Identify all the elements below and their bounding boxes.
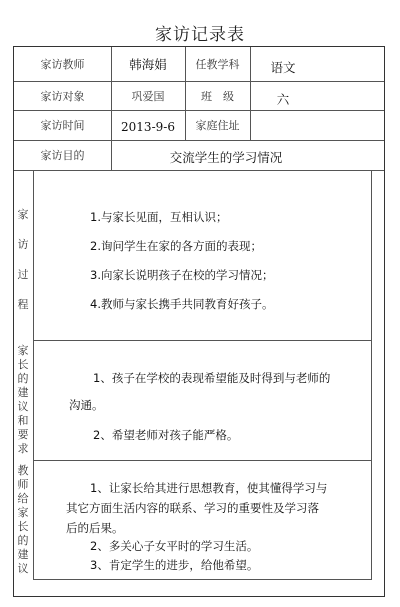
subject-value: 语文 — [270, 60, 296, 75]
parent-label-char: 的 — [17, 372, 29, 385]
teacher-suggestion-line: 3、肯定学生的进步，给他希望。 — [90, 558, 259, 572]
class-label: 班 级 — [201, 89, 234, 103]
teacher-label: 家访教师 — [40, 58, 85, 71]
section-divider — [33, 460, 372, 461]
process-label-char: 访 — [17, 238, 29, 251]
parent-suggestions-label — [13, 344, 33, 456]
subject-label: 任教学科 — [195, 58, 240, 71]
address-label: 家庭住址 — [195, 119, 240, 132]
process-item: 2.询问学生在家的各方面的表现； — [90, 239, 262, 253]
parent-label-char: 家 — [17, 344, 29, 357]
section-divider — [33, 340, 372, 341]
teacher-label-char: 议 — [17, 562, 29, 575]
teacher-suggestions-label — [13, 464, 33, 576]
class-value: 六 — [276, 92, 290, 107]
teacher-suggestion-line: 1、让家长给其进行思想教育，使其懂得学习与 — [90, 481, 328, 495]
process-label-char: 过 — [17, 268, 29, 281]
teacher-label-char: 长 — [17, 520, 29, 533]
parent-suggestion-line: 2、希望老师对孩子能严格。 — [93, 428, 239, 442]
purpose-label: 家访目的 — [40, 149, 85, 162]
parent-label-char: 求 — [17, 442, 29, 455]
process-label-char: 程 — [17, 298, 29, 311]
time-label: 家访时间 — [40, 119, 85, 132]
parent-label-char: 要 — [17, 428, 29, 441]
teacher-label-char: 家 — [17, 506, 29, 519]
parent-label-char: 和 — [17, 414, 29, 427]
purpose-value: 交流学生的学习情况 — [169, 150, 283, 165]
teacher-suggestion-line: 2、多关心子女平时的学习生活。 — [90, 539, 259, 553]
teacher-label-char: 给 — [17, 492, 29, 505]
parent-label-char: 长 — [17, 358, 29, 371]
teacher-suggestion-line: 其它方面生活内容的联系、学习的重要性及学习落 — [66, 501, 319, 515]
process-item: 4.教师与家长携手共同教育好孩子。 — [90, 297, 274, 311]
process-item: 1.与家长见面，互相认识； — [90, 210, 228, 224]
parent-suggestion-line: 1、孩子在学校的表现希望能及时得到与老师的 — [93, 371, 331, 385]
teacher-label-char: 的 — [17, 534, 29, 547]
address-value — [250, 110, 384, 140]
teacher-label-char: 教 — [17, 464, 29, 477]
time-value: 2013-9-6 — [121, 120, 175, 134]
process-label — [13, 200, 33, 320]
parent-label-char: 建 — [17, 386, 29, 399]
page-title: 家访记录表 — [155, 25, 245, 45]
process-item: 3.向家长说明孩子在校的学习情况； — [90, 268, 274, 282]
parent-label-char: 议 — [17, 400, 29, 413]
student-value: 巩爱国 — [131, 89, 165, 103]
teacher-suggestion-line: 后的后果。 — [66, 521, 124, 535]
teacher-label-char: 建 — [17, 548, 29, 561]
process-label-char: 家 — [17, 208, 29, 221]
student-label: 家访对象 — [40, 89, 85, 103]
parent-suggestion-line: 沟通。 — [69, 398, 104, 412]
teacher-value: 韩海娟 — [129, 57, 167, 72]
teacher-label-char: 师 — [17, 478, 29, 491]
